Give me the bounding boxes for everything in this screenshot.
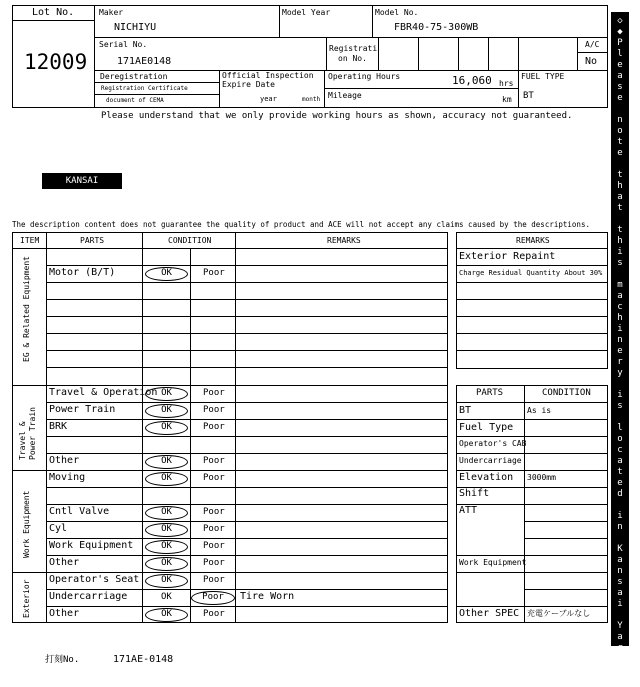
sidebar-text: P l e a s e n o t e t h a t t h i s m a c h i n e r y i s l o c a t e d i n K a n s a i Y a r d	[617, 38, 623, 664]
condition-ok-selected: OK	[145, 608, 188, 622]
condition-ok-selected: OK	[145, 540, 188, 554]
diamond-filled-icon: ◆	[617, 665, 623, 675]
condition-poor: Poor	[203, 574, 225, 585]
parts-panel-row-part: Work Equipment	[459, 558, 527, 567]
table-row-part: BRK	[49, 420, 68, 432]
table-row-part: Moving	[49, 471, 86, 483]
condition-poor: Poor	[203, 506, 225, 517]
parts-panel-row-condition: As is	[527, 406, 552, 415]
diamond-icon: ◇	[617, 16, 623, 26]
maker-value: NICHIYU	[114, 22, 157, 33]
group-eg-label: EG & Related Equipment	[22, 256, 31, 362]
parts-panel-col-parts: PARTS	[476, 388, 504, 398]
table-row-part: Undercarriage	[49, 590, 128, 602]
model-year-label: Model Year	[282, 8, 331, 17]
serial-label: Serial No.	[99, 40, 148, 49]
model-no-value: FBR40-75-300WB	[394, 22, 479, 33]
table-row-part: Travel & Operation	[49, 386, 158, 398]
condition-ok-selected: OK	[145, 455, 188, 469]
parts-panel-row-part: BT	[459, 405, 472, 416]
table-row-part: Power Train	[49, 403, 116, 415]
parts-panel-row-part: Other SPEC	[459, 608, 520, 619]
condition-ok-selected: OK	[145, 421, 188, 435]
condition-ok-selected: OK	[145, 472, 188, 486]
parts-panel-col-condition: CONDITION	[542, 388, 591, 398]
registration-certificate-label: Registration Certificate	[101, 85, 188, 92]
col-condition: CONDITION	[168, 236, 212, 245]
disclaimer: The description content does not guarantee the quality of product and ACE will not accept any claims caused by the descriptions.	[12, 220, 590, 229]
table-row-part: Other	[49, 607, 80, 619]
hrs-unit: hrs	[499, 79, 514, 88]
table-row-part: Cyl	[49, 522, 68, 534]
condition-ok-selected: OK	[145, 574, 188, 588]
condition-poor-selected: Poor	[191, 591, 235, 605]
serial-value: 171AE0148	[117, 56, 172, 67]
ac-label: A/C	[585, 40, 600, 49]
year-label: year	[260, 95, 277, 103]
diamond-icon: ◇	[617, 676, 623, 686]
group-exterior-label: Exterior	[22, 579, 31, 618]
condition-ok-selected: OK	[145, 506, 188, 520]
condition-ok: OK	[161, 591, 172, 602]
table-row-part: Work Equipment	[49, 539, 134, 551]
condition-poor: Poor	[203, 472, 225, 483]
cema-label: document of CEMA	[106, 97, 164, 104]
parts-panel-row-part: Fuel Type	[459, 422, 514, 433]
parts-panel-row-part: Undercarriage	[459, 456, 522, 465]
condition-poor: Poor	[203, 387, 225, 398]
condition-poor: Poor	[203, 523, 225, 534]
condition-poor: Poor	[203, 267, 225, 278]
parts-panel-row-condition: 3000mm	[527, 473, 556, 482]
maker-label: Maker	[99, 8, 124, 17]
group-work-label: Work Equipment	[22, 490, 31, 558]
group-travel-label: Travel & Power Train	[18, 407, 37, 460]
condition-ok-selected: OK	[145, 557, 188, 571]
lot-label: Lot No.	[32, 7, 75, 18]
condition-poor: Poor	[203, 557, 225, 568]
month-label: month	[302, 96, 321, 103]
parts-panel-row-condition: 充電ケーブルなし	[527, 609, 591, 618]
location-sidebar	[611, 12, 629, 686]
table-row-part: Other	[49, 454, 80, 466]
stamp-no-label: 打刻No.	[45, 655, 80, 665]
mileage-label: Mileage	[328, 91, 362, 100]
parts-panel-row-part: Elevation	[459, 472, 514, 483]
lot-number: 12009	[24, 50, 88, 74]
col-parts: PARTS	[80, 236, 105, 245]
deregistration-label: Deregistration	[100, 72, 168, 81]
condition-ok-selected: OK	[145, 523, 188, 537]
operating-hours-label: Operating Hours	[328, 72, 401, 81]
table-row-part: Operator's Seat	[49, 573, 140, 585]
table-row-part: Cntl Valve	[49, 505, 110, 517]
km-unit: km	[502, 95, 512, 104]
condition-ok-selected: OK	[145, 387, 188, 401]
condition-poor: Poor	[203, 608, 225, 619]
accuracy-notice: Please understand that we only provide working hours as shown, accuracy not guaranteed.	[101, 111, 573, 121]
diamond-filled-icon: ◆	[617, 27, 623, 37]
table-row-remark: Tire Worn	[240, 590, 295, 602]
col-item: ITEM	[20, 236, 40, 245]
condition-poor: Poor	[203, 540, 225, 551]
table-row-part: Other	[49, 556, 80, 568]
parts-panel-row-part: Operator's CAB	[459, 439, 527, 448]
condition-poor: Poor	[203, 421, 225, 432]
col-remarks: REMARKS	[327, 236, 361, 245]
inspection-label: Official Inspection	[222, 71, 314, 80]
parts-panel-row-part: Shift	[459, 488, 490, 499]
condition-ok-selected: OK	[145, 267, 188, 281]
condition-poor: Poor	[203, 455, 225, 466]
registration-label: Registrati	[329, 44, 378, 53]
condition-poor: Poor	[203, 404, 225, 415]
fuel-type-value: BT	[523, 91, 534, 101]
remarks-line-1: Exterior Repaint	[459, 251, 556, 262]
table-row-part: Motor (B/T)	[49, 266, 116, 278]
parts-panel-row-part: ATT	[459, 505, 478, 516]
model-no-label: Model No.	[375, 8, 419, 17]
remarks-line-2: Charge Residual Quantity About 30%	[459, 269, 603, 277]
inspection-label-2: Expire Date	[222, 80, 275, 89]
operating-hours-value: 16,060	[452, 74, 492, 87]
remarks-panel-title: REMARKS	[516, 236, 550, 245]
ac-value: No	[585, 56, 598, 67]
registration-label-2: on No.	[338, 54, 367, 63]
condition-ok-selected: OK	[145, 404, 188, 418]
location-badge: KANSAI	[42, 173, 122, 189]
fuel-type-label: FUEL TYPE	[521, 72, 565, 81]
stamp-no-value: 171AE-0148	[113, 654, 174, 665]
